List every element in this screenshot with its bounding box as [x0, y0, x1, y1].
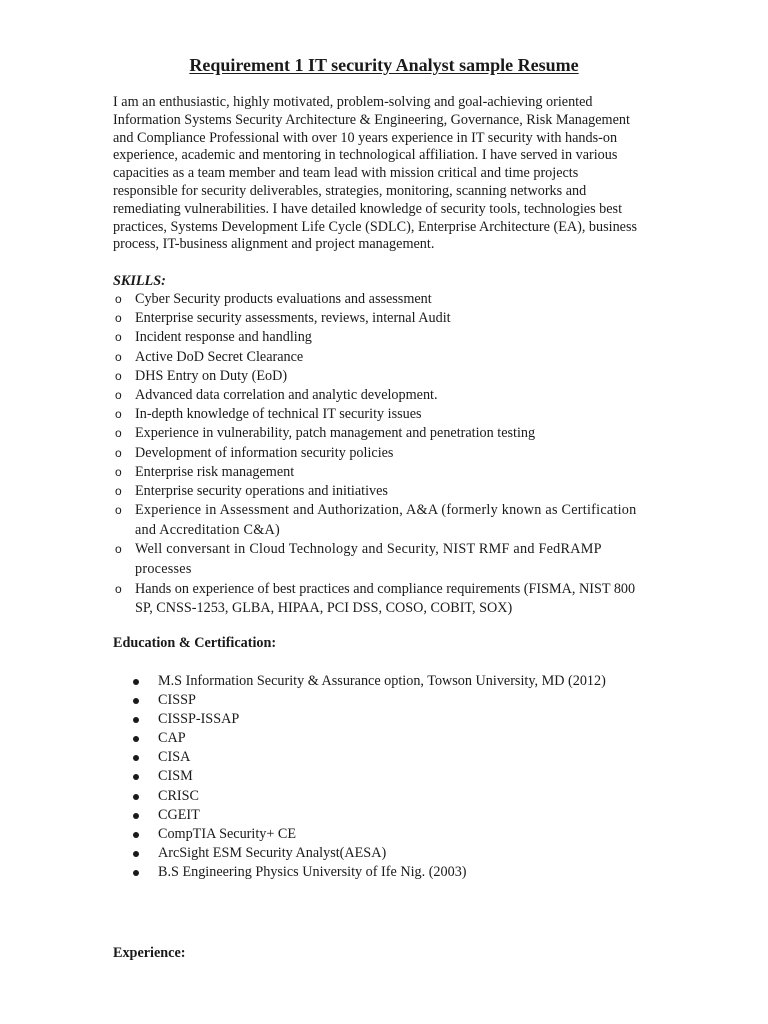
education-text: B.S Engineering Physics University of Ife Nig. (2003)	[158, 863, 467, 880]
education-text: CISSP-ISSAP	[158, 711, 240, 728]
skill-text: Enterprise security assessments, reviews, internal Audit	[135, 310, 451, 327]
bullet-icon	[133, 774, 139, 780]
bullet-icon	[133, 679, 139, 685]
bullet-icon	[133, 794, 139, 800]
education-text: CISM	[158, 768, 193, 785]
education-text: ArcSight ESM Security Analyst(AESA)	[158, 844, 387, 861]
education-item	[113, 710, 653, 729]
skill-item	[113, 424, 653, 443]
skill-text: Incident response and handling	[135, 329, 312, 346]
skill-item	[113, 405, 653, 424]
circle-bullet-icon: o	[115, 407, 122, 422]
education-item	[113, 672, 653, 691]
skill-text: Development of information security policies	[135, 444, 394, 461]
skill-text: Advanced data correlation and analytic development.	[135, 387, 438, 404]
bullet-icon	[133, 851, 139, 857]
education-text: CISSP	[158, 692, 196, 709]
education-text: CRISC	[158, 787, 200, 804]
bullet-icon	[133, 813, 139, 819]
circle-bullet-icon: o	[115, 503, 122, 518]
circle-bullet-icon: o	[115, 464, 122, 479]
circle-bullet-icon: o	[115, 426, 122, 441]
circle-bullet-icon: o	[115, 292, 122, 306]
circle-bullet-icon: o	[115, 484, 122, 499]
circle-bullet-icon: o	[115, 368, 122, 383]
bullet-icon	[133, 755, 139, 761]
intro-paragraph: I am an enthusiastic, highly motivated, problem-solving and goal-achieving oriented Information Systems Security Architecture & Engineering, Governance, Risk Management and Compliance Professional with over 10 years experience in IT security with hands-on experience, academic and mentoring in technological affiliation. I have served in various capacities as a team member and team lead with mission critical and time projects responsible for security deliverables, strategies, monitoring, scanning networks and remediating vulnerabilities. I have detailed knowledge of security tools, technologies best practices, Systems Development Life Cycle (SDLC), Enterprise Architecture (EA), business process, IT-business alignment and project management.	[113, 94, 638, 253]
education-item	[113, 825, 653, 844]
skill-item	[113, 501, 653, 540]
education-item	[113, 691, 653, 710]
education-item	[113, 748, 653, 767]
skill-text: Enterprise security operations and initiatives	[135, 483, 388, 500]
skill-text: DHS Entry on Duty (EoD)	[135, 367, 288, 384]
education-text: CompTIA Security+ CE	[158, 825, 297, 842]
education-list	[113, 672, 653, 882]
experience-heading: Experience:	[113, 945, 186, 961]
skill-item	[113, 309, 653, 328]
bullet-icon	[133, 717, 139, 723]
education-item	[113, 767, 653, 786]
skill-text: Experience in Assessment and Authorization, A&A (formerly known as Certification and Accreditation C&A)	[135, 502, 637, 538]
skill-item	[113, 482, 653, 501]
skill-text: Experience in vulnerability, patch management and penetration testing	[135, 425, 536, 442]
skill-item	[113, 348, 653, 367]
bullet-icon	[133, 832, 139, 838]
bullet-icon	[133, 736, 139, 742]
circle-bullet-icon: o	[115, 542, 122, 557]
skills-heading: SKILLS:	[113, 273, 166, 289]
education-text: CISA	[158, 749, 191, 766]
skill-text: Well conversant in Cloud Technology and Security, NIST RMF and FedRAMP processes	[135, 541, 602, 578]
circle-bullet-icon: o	[115, 388, 122, 403]
skill-item	[113, 580, 653, 618]
skill-text: Active DoD Secret Clearance	[135, 348, 304, 365]
circle-bullet-icon: o	[115, 311, 122, 326]
skill-text: Cyber Security products evaluations and assessment	[135, 291, 432, 307]
education-item	[113, 844, 653, 863]
skill-item	[113, 540, 653, 579]
skill-text: Hands on experience of best practices and compliance requirements (FISMA, NIST 800 SP, CNSS-1253, GLBA, HIPAA, PCI DSS, COSO, COBIT, SOX)	[135, 580, 636, 616]
skill-item	[113, 367, 653, 386]
skill-item	[113, 444, 653, 463]
skill-item	[113, 290, 653, 309]
skill-item	[113, 328, 653, 347]
education-text: M.S Information Security & Assurance option, Towson University, MD (2012)	[158, 673, 606, 689]
education-item	[113, 787, 653, 806]
bullet-icon	[133, 870, 139, 876]
bullet-icon	[133, 698, 139, 704]
skills-list	[113, 290, 653, 618]
education-text: CAP	[158, 730, 186, 747]
skill-text: In-depth knowledge of technical IT security issues	[135, 406, 422, 423]
page-title: Requirement 1 IT security Analyst sample Resume	[189, 55, 579, 75]
education-item	[113, 863, 653, 882]
skill-text: Enterprise risk management	[135, 463, 295, 480]
skill-item	[113, 386, 653, 405]
circle-bullet-icon: o	[115, 330, 122, 345]
education-heading: Education & Certification:	[113, 635, 277, 651]
skill-item	[113, 463, 653, 482]
education-item	[113, 729, 653, 748]
circle-bullet-icon: o	[115, 349, 122, 364]
education-item	[113, 806, 653, 825]
circle-bullet-icon: o	[115, 581, 122, 596]
circle-bullet-icon: o	[115, 445, 122, 460]
education-text: CGEIT	[158, 806, 200, 823]
